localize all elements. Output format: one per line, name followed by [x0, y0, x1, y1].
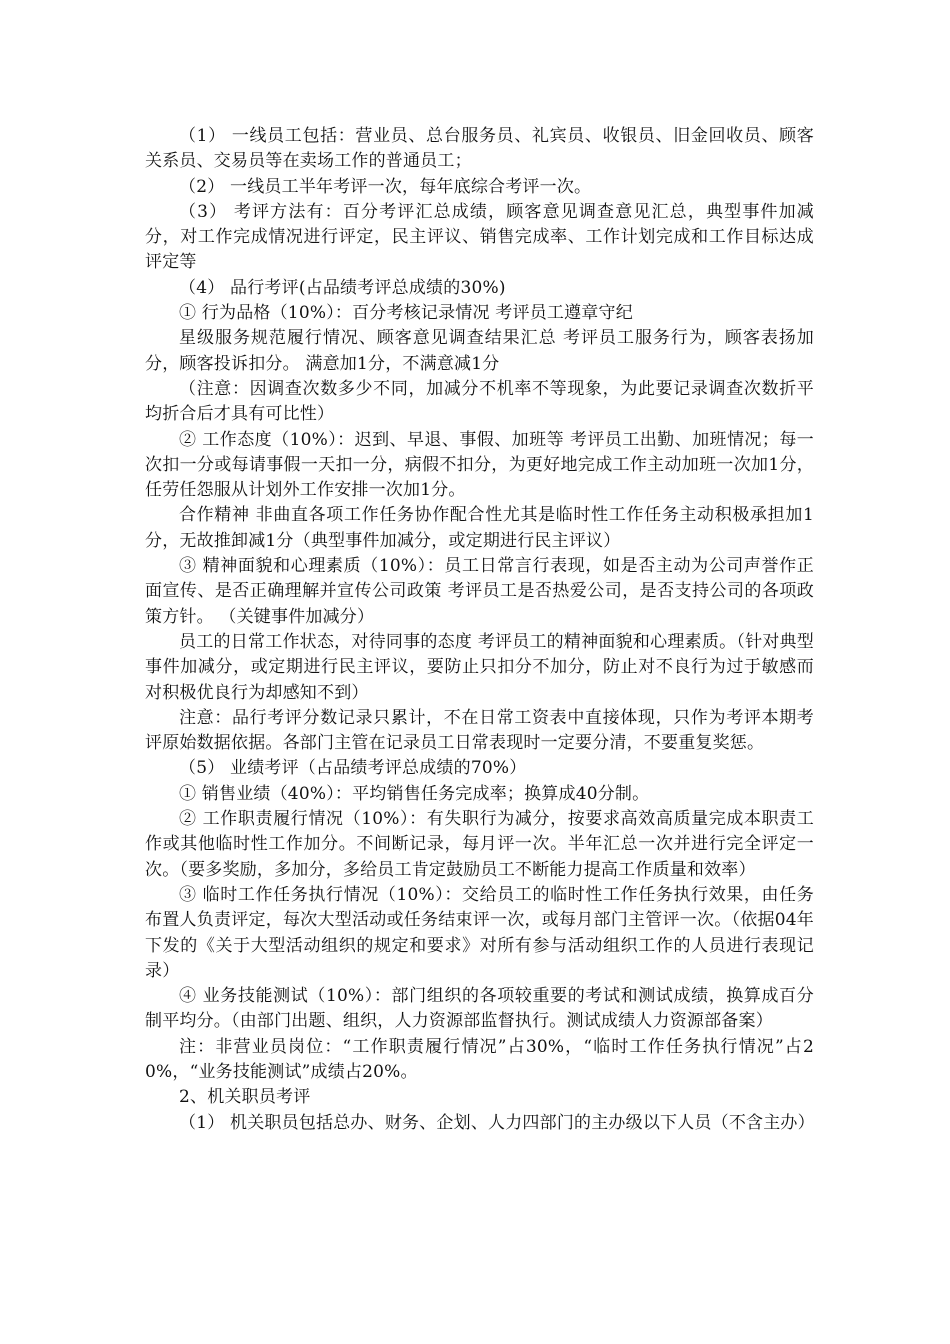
- paragraph-14: ① 销售业绩（40%）：平均销售任务完成率；换算成40分制。: [179, 783, 650, 804]
- paragraph-1: （1） 一线员工包括：营业员、总台服务员、礼宾员、收银员、旧金回收员、顾客关系员、交易员等在卖场工作的普通员工；: [145, 126, 814, 172]
- paragraph-5: ① 行为品格（10%）：百分考核记录情况 考评员工遵章守纪: [179, 303, 633, 324]
- paragraph-13: （5） 业绩考评（占品绩考评总成绩的70%）: [179, 758, 527, 779]
- paragraph-15: ② 工作职责履行情况（10%）：有失职行为减分，按要求高效高质量完成本职责工作或其他临时性工作加分。不间断记录，每月评一次。半年汇总一次并进行完全评定一次。（要多奖励，多加分，多给员工肯定鼓励员工不断能力提高工作质量和效率）: [145, 809, 814, 880]
- paragraph-10: ③ 精神面貌和心理素质（10%）：员工日常言行表现，如是否主动为公司声誉作正面宣传、是否正确理解并宣传公司政策 考评员工是否热爱公司，是否支持公司的各项政策方针。 （关键事件加减分）: [145, 556, 814, 627]
- paragraph-11: 员工的日常工作状态，对待同事的态度 考评员工的精神面貌和心理素质。（针对典型事件加减分，或定期进行民主评议，要防止只扣分不加分，防止对不良行为过于敏感而对积极优良行为却感知不到）: [145, 631, 814, 703]
- paragraph-19: 2、机关职员考评: [179, 1087, 311, 1108]
- paragraph-7: （注意：因调查次数多少不同，加减分不机率不等现象，为此要记录调查次数折平均折合后才具有可比性）: [145, 378, 814, 425]
- paragraph-6: 星级服务规范履行情况、顾客意见调查结果汇总 考评员工服务行为，顾客表扬加分，顾客投诉扣分。 满意加1分，不满意减1分: [145, 328, 814, 374]
- paragraph-17: ④ 业务技能测试（10%）：部门组织的各项较重要的考试和测试成绩，换算成百分制平均分。（由部门出题、组织，人力资源部监督执行。测试成绩人力资源部备案）: [145, 986, 814, 1032]
- paragraph-20: （1） 机关职员包括总办、财务、企划、人力四部门的主办级以下人员（不含主办）: [179, 1112, 815, 1133]
- paragraph-9: 合作精神 非曲直各项工作任务协作配合性尤其是临时性工作任务主动积极承担加1分，无故推卸减1分（典型事件加减分，或定期进行民主评议）: [145, 505, 814, 551]
- paragraph-2: （2） 一线员工半年考评一次，每年底综合考评一次。: [179, 176, 592, 197]
- paragraph-4: （4） 品行考评(占品绩考评总成绩的30%): [179, 277, 506, 298]
- paragraph-8: ② 工作态度（10%）：迟到、早退、事假、加班等 考评员工出勤、加班情况；每一次扣一分或每请事假一天扣一分，病假不扣分，为更好地完成工作主动加班一次加1分，任劳任怨服从计划外工作安排一次加1分。: [145, 429, 814, 501]
- paragraph-18: 注：非营业员岗位：“工作职责履行情况”占30%，“临时工作任务执行情况”占20%，“业务技能测试”成绩占20%。: [145, 1036, 814, 1082]
- paragraph-12: 注意：品行考评分数记录只累计，不在日常工资表中直接体现，只作为考评本期考评原始数据依据。各部门主管在记录员工日常表现时一定要分清，不要重复奖惩。: [145, 707, 814, 754]
- paragraph-3: （3） 考评方法有：百分考评汇总成绩，顾客意见调查意见汇总，典型事件加减分，对工作完成情况进行评定，民主评议、销售完成率、工作计划完成和工作目标达成评定等: [145, 201, 814, 273]
- paragraph-16: ③ 临时工作任务执行情况（10%）：交给员工的临时性工作任务执行效果，由任务布置人负责评定，每次大型活动或任务结束评一次，或每月部门主管评一次。（依据04年下发的《关于大型活动组织的规定和要求》对所有参与活动组织工作的人员进行表现记录）: [145, 884, 814, 981]
